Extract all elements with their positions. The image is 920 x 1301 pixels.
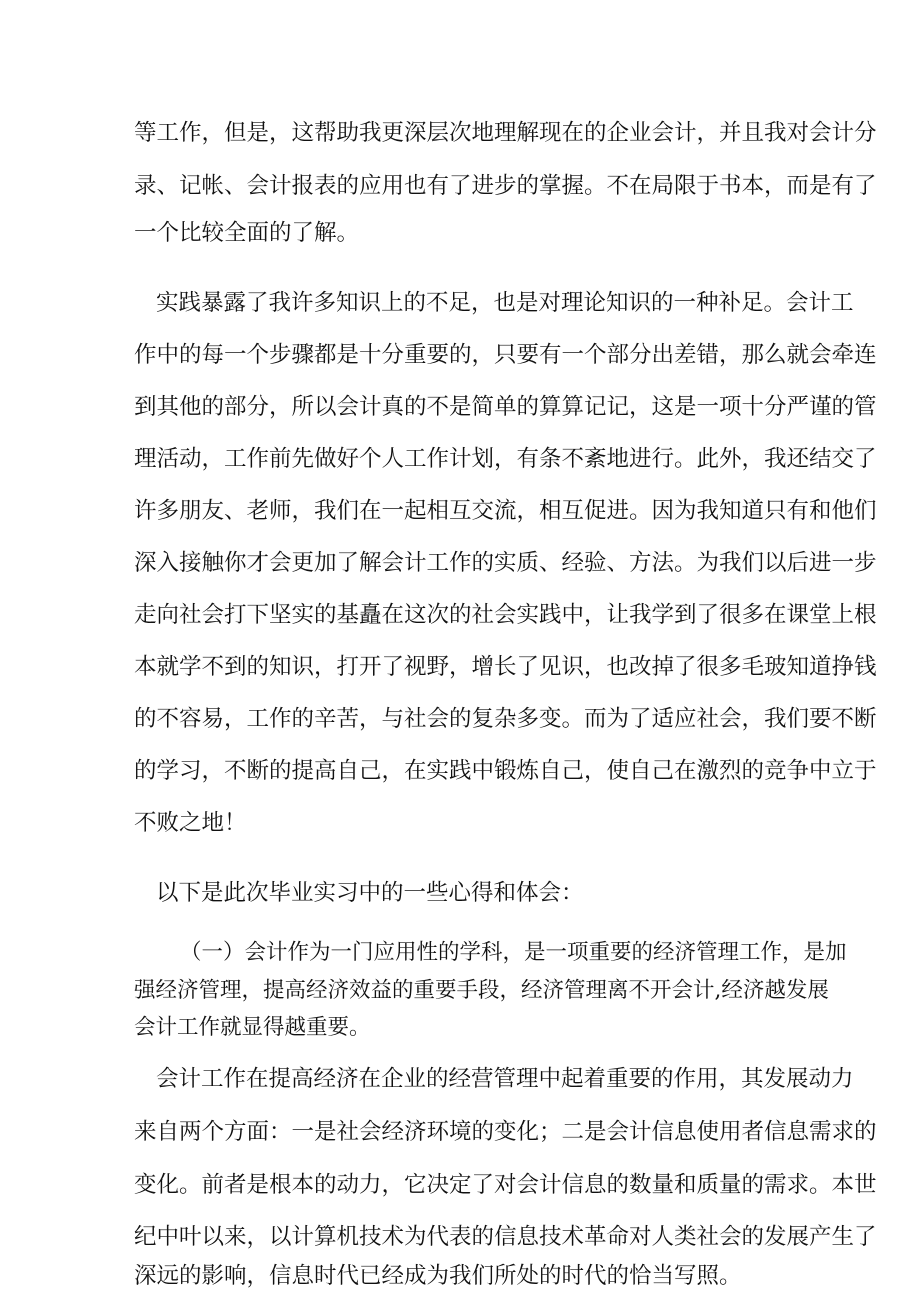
- paragraph-4-line-1: （一）会计作为一门应用性的学科，是一项重要的经济管理工作，是加: [180, 940, 847, 965]
- paragraph-2-line-4: 理活动，工作前先做好个人工作计划，有条不紊地进行。此外，我还结交了: [134, 446, 877, 472]
- paragraph-1-line-3: 一个比较全面的了解。: [134, 220, 360, 246]
- paragraph-2-line-11: 不败之地！: [134, 810, 247, 836]
- paragraph-5-line-2: 来自两个方面：一是社会经济环境的变化；二是会计信息使用者信息需求的: [134, 1119, 877, 1145]
- paragraph-5-line-3: 变化。前者是根本的动力，它决定了对会计信息的数量和质量的需求。本世: [134, 1172, 877, 1198]
- paragraph-2-line-6: 深入接触你才会更加了解会计工作的实质、经验、方法。为我们以后进一步: [134, 550, 877, 576]
- paragraph-2-line-10: 的学习，不断的提高自己，在实践中锻炼自己，使自己在激烈的竞争中立于: [134, 758, 877, 784]
- paragraph-2-line-8: 本就学不到的知识，打开了视野，增长了见识，也改掉了很多毛玻知道挣钱: [134, 654, 877, 680]
- paragraph-2-line-5: 许多朋友、老师，我们在一起相互交流，相互促进。因为我知道只有和他们: [134, 498, 877, 524]
- paragraph-1-line-2: 录、记帐、会计报表的应用也有了进步的掌握。不在局限于书本，而是有了: [134, 173, 877, 199]
- paragraph-2-line-3: 到其他的部分，所以会计真的不是简单的算算记记，这是一项十分严谨的管: [134, 394, 877, 420]
- paragraph-2-line-9: 的不容易，工作的辛苦，与社会的复杂多变。而为了适应社会，我们要不断: [134, 706, 877, 732]
- paragraph-5-line-4: 纪中叶以来，以计算机技术为代表的信息技术革命对人类社会的发展产生了: [134, 1224, 877, 1250]
- paragraph-2-line-2: 作中的每一个步骤都是十分重要的，只要有一个部分出差错，那么就会牵连: [134, 342, 877, 368]
- paragraph-5-line-1: 会计工作在提高经济在企业的经营管理中起着重要的作用，其发展动力: [156, 1066, 854, 1092]
- paragraph-1-line-1: 等工作，但是，这帮助我更深层次地理解现在的企业会计，并且我对会计分: [134, 120, 877, 146]
- paragraph-4-line-2: 强经济管理，提高经济效益的重要手段，经济管理离不开会计,经济越发展: [134, 978, 829, 1003]
- paragraph-4-line-3: 会计工作就显得越重要。: [134, 1015, 371, 1040]
- paragraph-5-line-5: 深远的影响，信息时代已经成为我们所处的时代的恰当写照。: [134, 1263, 742, 1289]
- paragraph-3-line-1: 以下是此次毕业实习中的一些心得和体会：: [156, 880, 584, 906]
- paragraph-2-line-1: 实践暴露了我许多知识上的不足，也是对理论知识的一种补足。会计工: [156, 290, 854, 316]
- paragraph-2-line-7: 走向社会打下坚实的基矗在这次的社会实践中，让我学到了很多在课堂上根: [134, 602, 877, 628]
